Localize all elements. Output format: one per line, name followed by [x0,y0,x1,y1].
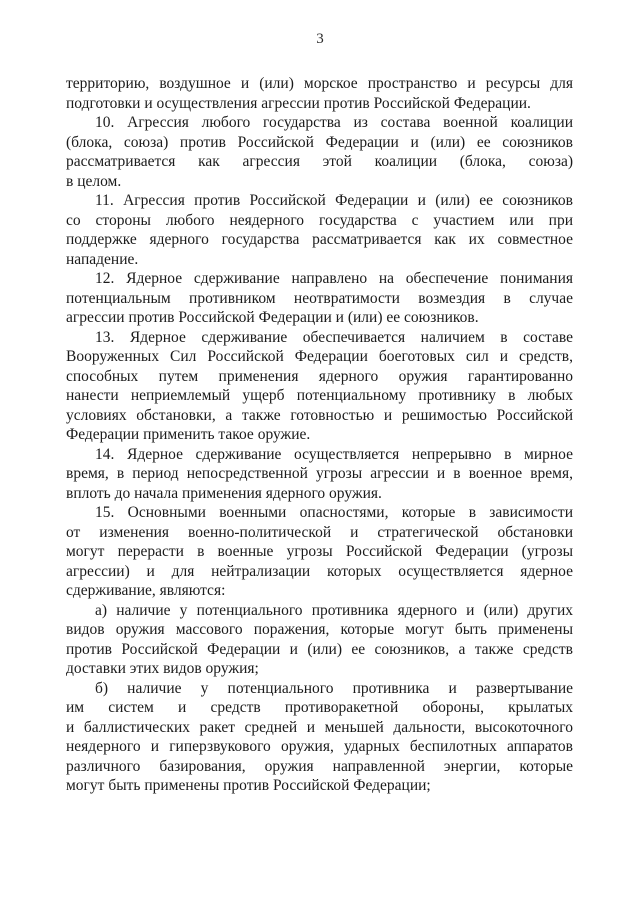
text-line: 12. Ядерное сдерживание направлено на обеспечение понимания [95,270,573,287]
text-line: в целом. [66,172,122,190]
text-line: и баллистических ракет средней и меньшей дальности, высокоточного [66,718,573,736]
text-line: а) наличие у потенциального противника ядерного и (или) других [95,601,573,619]
text-line: неядерного и гиперзвукового оружия, ударных беспилотных аппаратов [66,738,573,755]
text-line: нападение. [66,250,139,268]
text-line: доставки этих видов оружия; [66,660,259,677]
paragraph [66,445,573,504]
text-line: (блока, союза) против Российской Федерации и (или) ее союзников [66,133,573,151]
text-line: видов оружия массового поражения, которые могут быть применены [66,621,573,638]
document-body [66,74,573,796]
paragraph [66,503,573,601]
text-line: агрессии против Российской Федерации и (или) ее союзников. [66,309,479,326]
text-line: вплоть до начала применения ядерного оружия. [66,484,382,502]
paragraph [66,328,573,445]
text-line: способных путем применения ядерного оружия гарантированно [66,367,573,385]
text-line: против Российской Федерации и (или) ее союзников, а также средств [66,640,573,658]
text-line: условиях обстановки, а также готовностью и решимостью Российской [66,406,573,424]
text-line: Федерации применить такое оружие. [66,426,311,443]
text-line: поддержке ядерного государства рассматривается как их совместное [66,231,573,248]
paragraph [66,113,573,191]
text-line: различного базирования, оружия направленной энергии, которые [66,757,573,775]
text-line: могут перерасти в военные угрозы Российской Федерации (угрозы [66,543,573,560]
text-line: 10. Агрессия любого государства из состава военной коалиции [95,114,573,131]
text-line: б) наличие у потенциального противника и развертывание [95,679,573,697]
text-line: нанести неприемлемый ущерб потенциальному противнику в любых [66,387,573,404]
text-line: рассматривается как агрессия этой коалиции (блока, союза) [66,153,573,170]
paragraph [66,679,573,796]
paragraph [66,74,573,113]
page-number: 3 [316,31,324,47]
text-line: 15. Основными военными опасностями, которые в зависимости [95,504,573,521]
text-line: 13. Ядерное сдерживание обеспечивается наличием в составе [95,328,573,346]
text-line: агрессии) и для нейтрализации которых осуществляется ядерное [66,562,573,580]
text-line: им систем и средств противоракетной обороны, крылатых [66,699,573,716]
text-line: со стороны любого неядерного государства с участием или при [66,211,573,229]
text-line: время, в период непосредственной угрозы агрессии и в военное время, [66,465,573,482]
text-line: от изменения военно-политической и стратегической обстановки [66,523,573,541]
text-line: 11. Агрессия против Российской Федерации и (или) ее союзников [95,192,573,209]
text-line: могут быть применены против Российской Федерации; [66,777,431,794]
text-line: потенциальным противником неотвратимости возмездия в случае [66,289,573,307]
paragraph [66,269,573,328]
text-line: Вооруженных Сил Российской Федерации боеготовых сил и средств, [66,348,573,365]
text-line: территорию, воздушное и (или) морское пространство и ресурсы для [66,75,573,92]
paragraph [66,601,573,679]
text-line: 14. Ядерное сдерживание осуществляется непрерывно в мирное [95,445,573,463]
text-line: подготовки и осуществления агрессии против Российской Федерации. [66,94,531,112]
text-line: сдерживание, являются: [66,582,226,599]
paragraph [66,191,573,269]
